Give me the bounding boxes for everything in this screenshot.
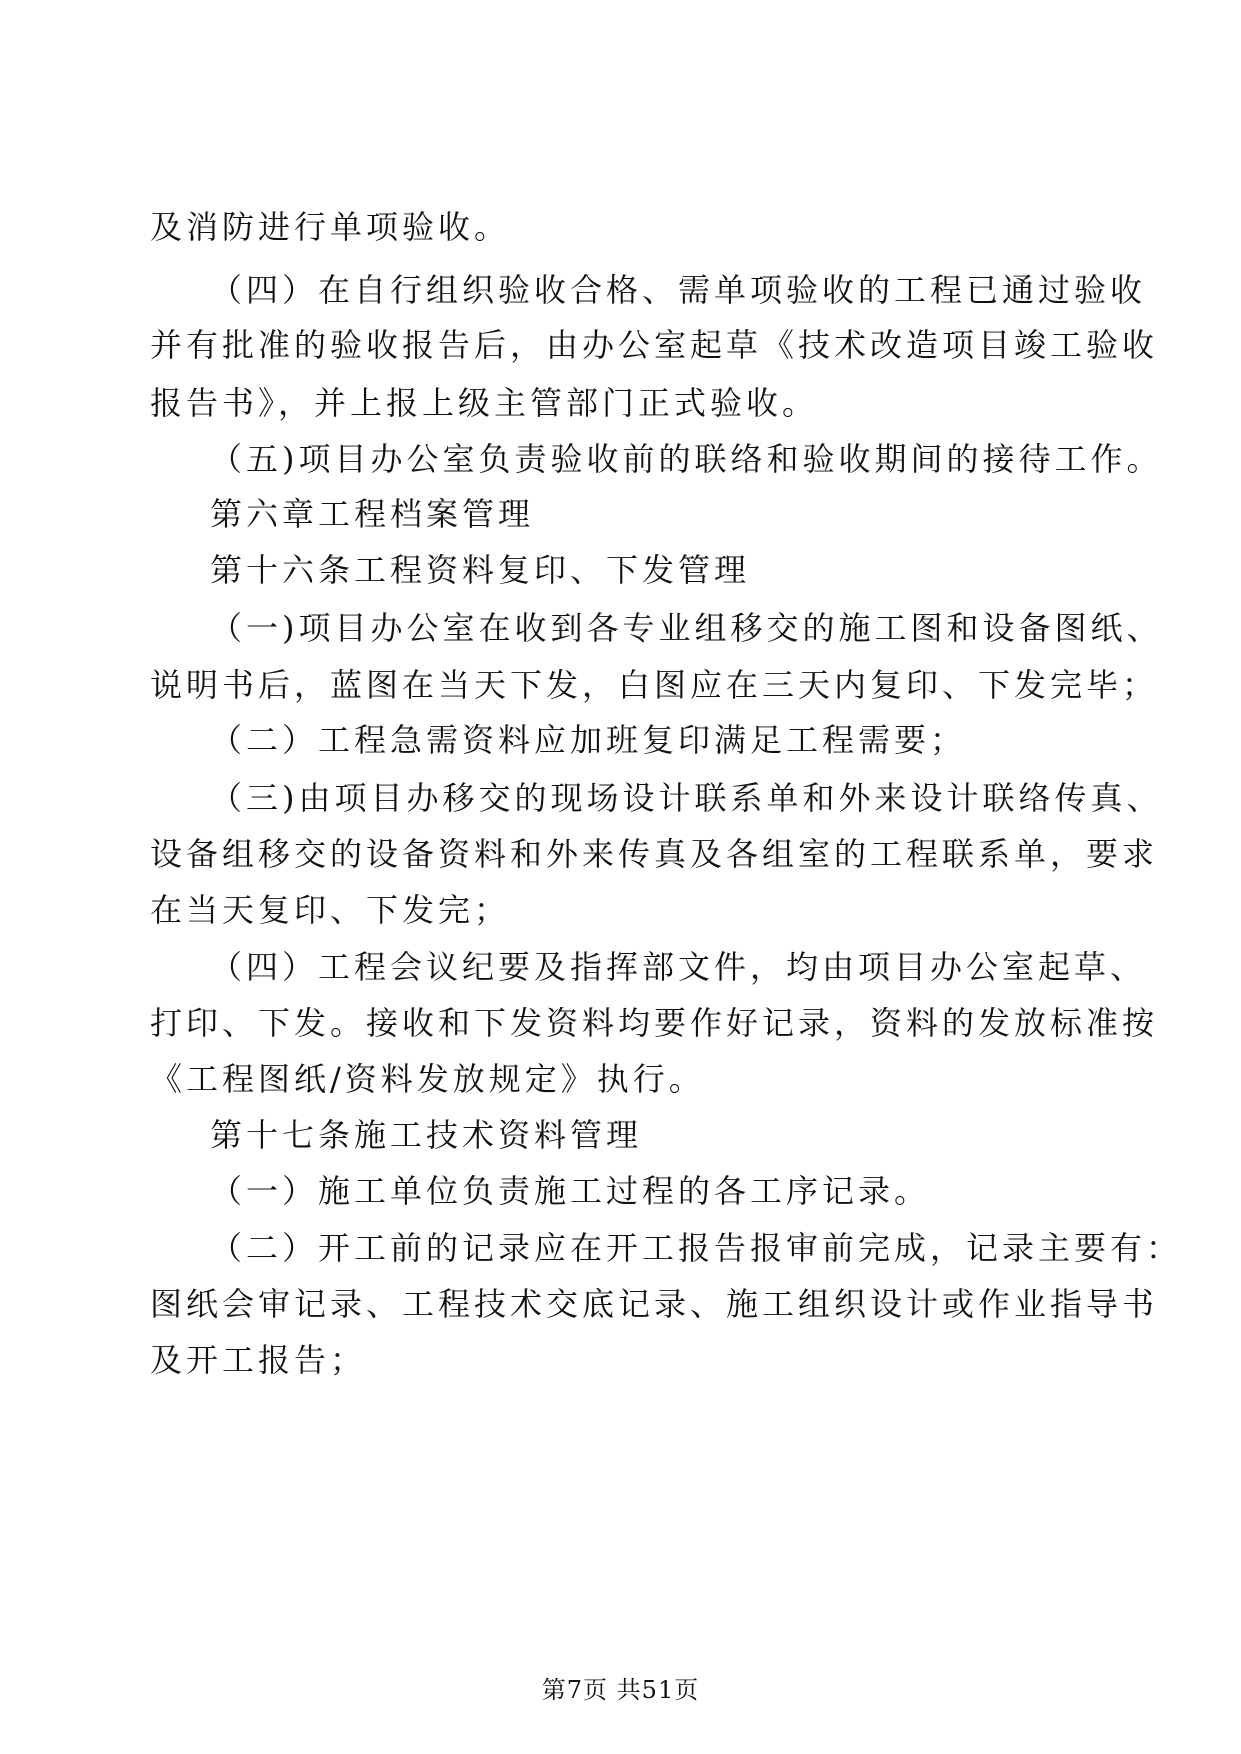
body-line: （四）工程会议纪要及指挥部文件，均由项目办公室起草、 <box>210 948 1147 986</box>
body-line: 图纸会审记录、工程技术交底记录、施工组织设计或作业指导书 <box>150 1285 1159 1323</box>
article-heading: 第十六条工程资料复印、下发管理 <box>210 551 751 589</box>
article-heading: 第十七条施工技术资料管理 <box>210 1116 643 1154</box>
body-line: 及消防进行单项验收。 <box>150 208 511 246</box>
body-line: （二）开工前的记录应在开工报告报审前完成，记录主要有： <box>210 1229 1183 1267</box>
body-line: 报告书》，并上报上级主管部门正式验收。 <box>150 384 819 422</box>
body-line: 及开工报告； <box>150 1341 367 1379</box>
body-line: （二）工程急需资料应加班复印满足工程需要； <box>210 721 967 759</box>
body-line: 设备组移交的设备资料和外来传真及各组室的工程联系单，要求 <box>150 835 1159 873</box>
body-line: （四）在自行组织验收合格、需单项验收的工程已通过验收 <box>210 271 1147 309</box>
body-line: 《工程图纸/资料发放规定》执行。 <box>150 1060 705 1098</box>
body-line: 说明书后，蓝图在当天下发，白图应在三天内复印、下发完毕； <box>150 666 1159 704</box>
body-line: 并有批准的验收报告后，由办公室起草《技术改造项目竣工验收 <box>150 326 1159 364</box>
body-line: （一）施工单位负责施工过程的各工序记录。 <box>210 1172 931 1210</box>
body-line: （三)由项目办移交的现场设计联系单和外来设计联络传真、 <box>210 779 1163 817</box>
body-line: 打印、下发。接收和下发资料均要作好记录，资料的发放标准按 <box>150 1004 1159 1042</box>
body-line: （五)项目办公室负责验收前的联络和验收期间的接待工作。 <box>210 440 1163 478</box>
body-line: 在当天复印、下发完； <box>150 891 511 929</box>
body-line: （一)项目办公室在收到各专业组移交的施工图和设备图纸、 <box>210 609 1163 647</box>
chapter-heading: 第六章工程档案管理 <box>210 495 535 533</box>
page-number: 第7页 共51页 <box>541 1676 700 1704</box>
